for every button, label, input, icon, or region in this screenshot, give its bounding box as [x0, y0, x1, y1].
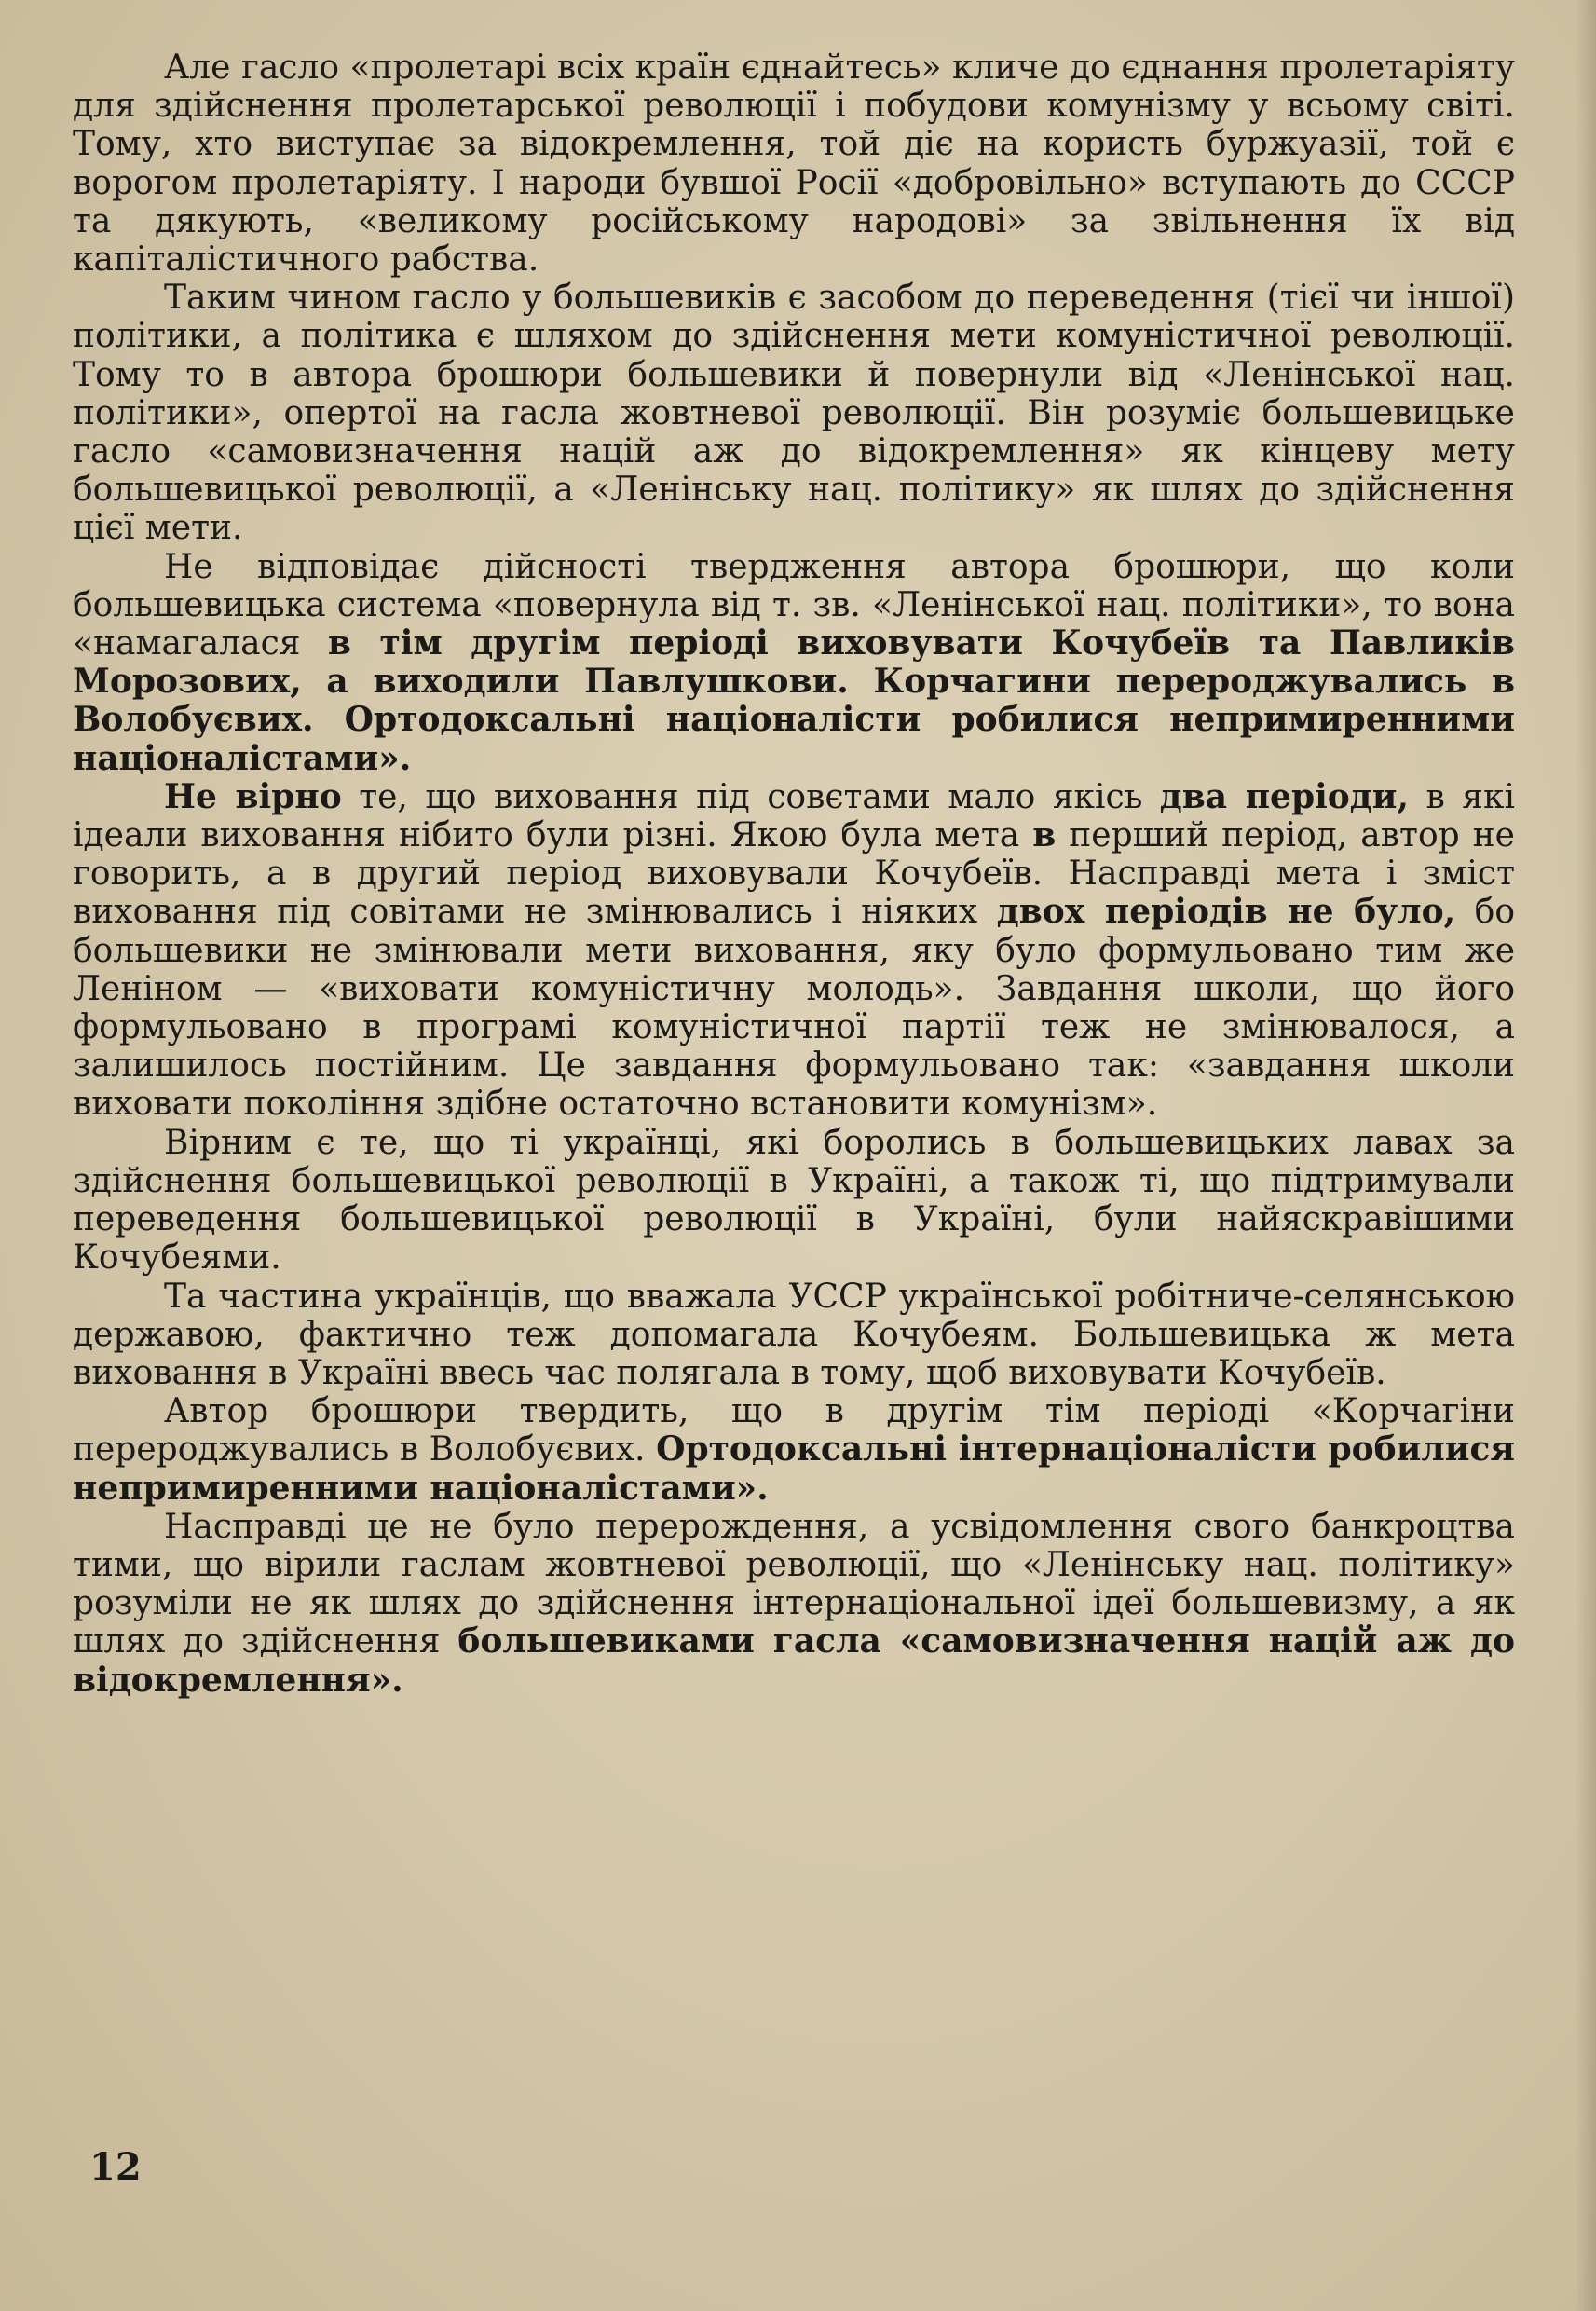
paragraph-4 — [73, 778, 1515, 1124]
paragraph-8 — [73, 1508, 1515, 1700]
page-number: 12 — [89, 2145, 142, 2189]
bold-text-segment: в тім другім періоді виховувати Кочубеїв та Павликів Морозових, а виходили Павлушкови. Корчагини перероджувались в Волобуєвих. Ортодоксальні націоналісти робилися непримиренними націоналістами». — [73, 623, 1515, 778]
text-segment: Насправді це не було перерождення, а усвідомлення свого банкроцтва тими, що вірили гаслам жовтневої революції, що «Ленінську нац. політику» розуміли не як шлях до здійснення інтернаціональної ідеї большевизму, а як шлях до здійснення — [73, 1507, 1515, 1661]
text-segment: Вірним є те, що ті українці, які боролись в большевицьких лавах за здійснення большевицької революції в Україні, а також ті, що підтримували переведення большевицької революції в Україні, були найяскравішими Кочубеями. — [73, 1123, 1515, 1278]
paragraph-2 — [73, 279, 1515, 547]
body-text — [73, 48, 1515, 1700]
text-segment: Автор брошюри твердить, що в другім тім періоді «Корчагіни перероджувались в Волобуєвих. — [73, 1392, 1515, 1470]
text-segment: перший період, автор не говорить, а в другий період виховували Кочубеїв. Насправді мета і зміст виховання під совітами не змінювались і ніяких — [73, 816, 1515, 932]
text-segment: Але гасло «пролетарі всіх країн єднайтесь» кличе до єднання пролетаріяту для здійснення пролетарської революції і побудови комунізму у всьому світі. Тому, хто виступає за відокремлення, той діє на користь буржуазії, той є ворогом пролетаріяту. І народи бувшої Росії «добровільно» вступають до СССР та дякують, «великому російському народові» за звільнення їх від капіталістичного рабства. — [73, 48, 1515, 280]
paragraph-7 — [73, 1392, 1515, 1508]
bold-text-segment: в — [1032, 815, 1057, 855]
paragraph-3 — [73, 548, 1515, 778]
bold-text-segment: Не вірно — [164, 776, 342, 816]
text-segment: бо большевики не змінювали мети виховання, яку було формульовано тим же Леніном — «виховати комуністичну молодь». Завдання школи, що його формульовано в програмі комуністичної партії теж не змінювалося, а залишилось постійним. Це завдання формульовано так: «завдання школи виховати покоління здібне остаточно встановити комунізм». — [73, 893, 1516, 1124]
page-edge-shadow — [1576, 0, 1596, 2311]
text-segment: те, що виховання під совєтами мало якісь — [341, 777, 1160, 816]
text-segment: в які ідеали виховання нібито були різні. Якою була мета — [73, 777, 1515, 855]
bold-text-segment: двох періодів не було, — [996, 892, 1456, 932]
paragraph-6 — [73, 1278, 1515, 1393]
bold-text-segment: большевиками гасла «самовизначення націй аж до відокремлення». — [73, 1621, 1515, 1700]
paragraph-5 — [73, 1124, 1515, 1278]
text-segment: Та частина українців, що вважала УССР української робітниче-селянською державою, фактично теж допомагала Кочубеям. Большевицька ж мета виховання в Україні ввесь час полягала в тому, щоб виховувати Кочубеїв. — [73, 1277, 1515, 1392]
bold-text-segment: Ортодоксальні інтернаціоналісти робилися непримиренними націоналістами». — [73, 1429, 1515, 1508]
paragraph-1 — [73, 48, 1515, 279]
text-segment: Таким чином гасло у большевиків є засобом до переведення (тієї чи іншої) політики, а політика є шляхом до здійснення мети комуністичної революції. Тому то в автора брошюри большевики й повернули від «Ленінської нац. політики», опертої на гасла жовтневої революції. Він розуміє большевицьке гасло «самовизначення націй аж до відокремлення» як кінцеву мету большевицької революції, а «Ленінську нац. політику» як шлях до здійснення цієї мети. — [73, 279, 1515, 548]
text-segment: Не відповідає дійсності твердження автора брошюри, що коли большевицька система «повернула від т. зв. «Ленінської нац. політики», то вона «намагалася — [73, 547, 1515, 663]
bold-text-segment: два періоди, — [1159, 776, 1410, 816]
